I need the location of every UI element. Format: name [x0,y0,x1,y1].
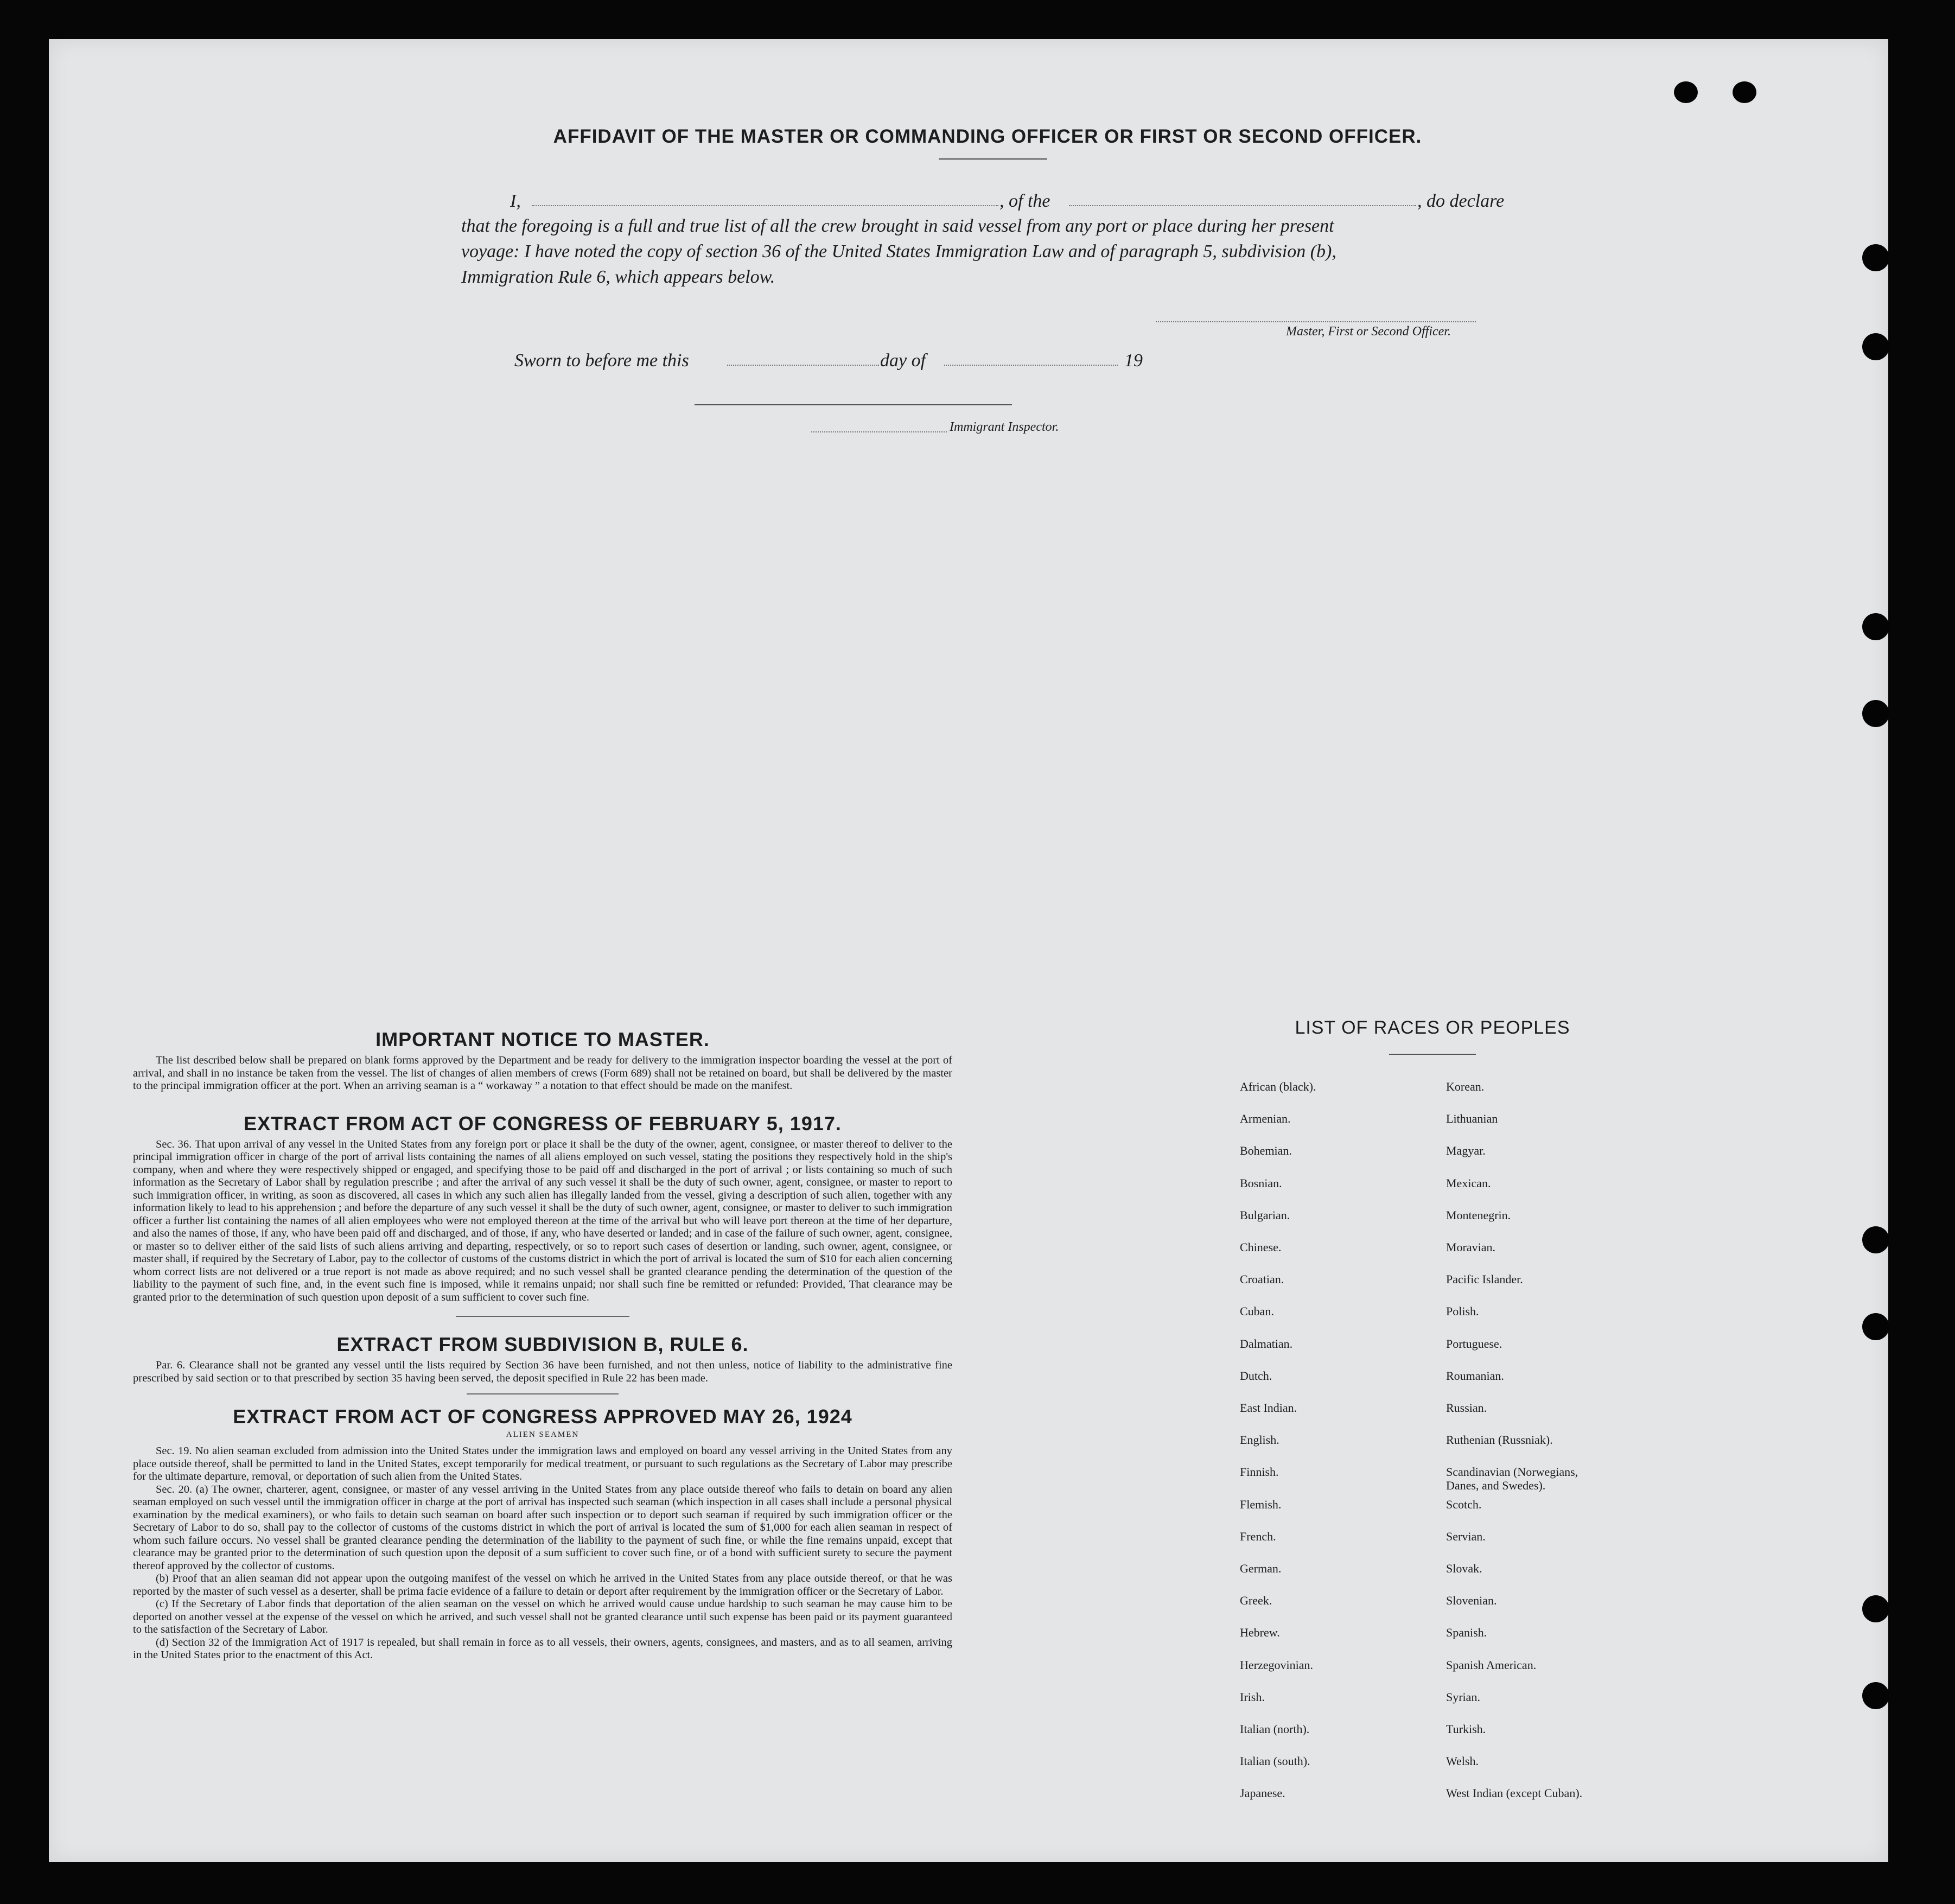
divider-2 [467,1393,619,1394]
sworn-label: Sworn to before me this [514,351,689,371]
race-item: Croatian. [1240,1272,1284,1287]
race-item: Slovenian. [1446,1594,1497,1608]
race-item: Portuguese. [1446,1336,1502,1351]
affidavit-line-2: that the foregoing is a full and true list of all the crew brought in said vessel from any port or place during her present [461,216,1334,236]
race-item: French. [1240,1529,1276,1543]
race-item: Scandinavian (Norwegians, Danes, and Swedes). [1446,1465,1578,1493]
race-item: Greek. [1240,1594,1272,1608]
affidavit-of-the-label: , of the [999,191,1050,211]
inspector-signature-line[interactable] [695,404,1012,405]
race-item: Herzegovinian. [1240,1658,1313,1672]
race-item: Slovak. [1446,1562,1482,1575]
races-title-underline [1389,1054,1476,1055]
day-of-label: day of [880,351,926,371]
signature-blank[interactable] [1156,321,1476,322]
race-item: West Indian (except Cuban). [1446,1786,1583,1800]
punch-hole-2 [1862,333,1889,360]
race-item: Bosnian. [1240,1176,1282,1190]
race-item: Ruthenian (Russniak). [1446,1433,1553,1447]
affidavit-line-4: Immigration Rule 6, which appears below. [461,267,775,287]
punch-hole-3 [1862,613,1889,640]
race-item: Finnish. [1240,1465,1279,1479]
race-item: Roumanian. [1446,1368,1504,1383]
race-item: Dutch. [1240,1368,1272,1383]
race-item: Russian. [1446,1401,1487,1415]
inspector-dotted [811,431,947,432]
sec20c-text: (c) If the Secretary of Labor finds that deportation of the alien seaman on the vessel on which he arrived would cause undue hardship to such seaman he may cause him to be deported on another vessel at the expense of the vessel on which he arrived, and such vessel shall not be granted clearance until such expense has been paid or its payment guaranteed to the satisfaction of the Secretary of Labor. [133,1598,952,1635]
race-item: Welsh. [1446,1754,1479,1768]
race-item: Japanese. [1240,1786,1285,1800]
rule6-text: Par. 6. Clearance shall not be granted any vessel until the lists required by Section 36 have been furnished, and not then unless, notice of liability to the administrative fine prescribed by said section or to that prescribed by section 35 having been served, the deposit specified in Rule 22 has been made. [133,1359,952,1384]
race-item: Cuban. [1240,1304,1274,1319]
race-item: Magyar. [1446,1144,1486,1158]
race-item: Spanish. [1446,1626,1487,1640]
divider-1 [456,1316,629,1317]
affidavit-title: AFFIDAVIT OF THE MASTER OR COMMANDING OFFICER OR FIRST OR SECOND OFFICER. [553,126,1422,147]
race-item: Irish. [1240,1690,1265,1704]
year-prefix: 19 [1124,351,1143,371]
affidavit-do-declare: , do declare [1417,191,1505,211]
race-item: Chinese. [1240,1240,1282,1254]
race-item: Bulgarian. [1240,1208,1290,1222]
punch-hole-1 [1862,244,1889,271]
race-item: Hebrew. [1240,1626,1280,1640]
races-title: LIST OF RACES OR PEOPLES [1295,1017,1570,1038]
sworn-month-blank[interactable] [944,365,1118,366]
affidavit-i-label: I, [510,191,521,211]
race-item: Lithuanian [1446,1112,1498,1126]
sec19-text: Sec. 19. No alien seaman excluded from admission into the United States under the immigration laws and employed on board any vessel arriving in the United States from any place outside thereof, shall be permitted to land in the United States, except temporarily for medical treatment, or pursuant to such regulations as the Secretary of Labor may prescribe for the ultimate departure, removal, or deportation of such alien from the United States. [133,1445,952,1482]
race-item: Polish. [1446,1304,1479,1319]
race-item: Flemish. [1240,1497,1282,1511]
punch-hole-top-2 [1733,81,1756,103]
name-blank[interactable] [532,205,998,206]
race-item: Armenian. [1240,1112,1291,1126]
vessel-blank[interactable] [1069,205,1416,206]
race-item: English. [1240,1433,1279,1447]
legal-column [133,1028,952,1662]
punch-hole-4 [1862,700,1889,727]
alien-seamen-subtitle: ALIEN SEAMEN [506,1430,580,1439]
punch-hole-8 [1862,1682,1889,1709]
extract-1917-title: EXTRACT FROM ACT OF CONGRESS OF FEBRUARY 5, 1917. [244,1112,842,1135]
notice-title: IMPORTANT NOTICE TO MASTER. [375,1028,710,1050]
race-item: Bohemian. [1240,1144,1292,1158]
punch-hole-7 [1862,1595,1889,1622]
race-item: Pacific Islander. [1446,1272,1523,1287]
inspector-label: Immigrant Inspector. [950,420,1059,434]
race-item: Dalmatian. [1240,1336,1293,1351]
sec20a-text: Sec. 20. (a) The owner, charterer, agent, consignee, or master of any vessel arriving in the United States from any place outside thereof who fails to detain on board any alien seaman employed on such vessel until the immigration officer in charge at the port of arrival has inspected such seaman (which inspection in all cases shall include a personal physical examination by the medical examiners), or who fails to detain such seaman on board after such inspection or to deport such seaman if required by such immigration officer or the Secretary of Labor to do so, shall pay to the collector of customs of the customs district in which the port of arrival is located the sum of $1,000 for each alien seaman in respect of whom such failure occurs. No vessel shall be granted clearance pending the determination of the liability to the payment of such fine, or while the fine remains unpaid, except that clearance may be granted prior to the determination of such question upon the deposit of a sum sufficient to cover such fine, or of a bond with sufficient surety to secure the payment thereof approved by the collector of customs. [133,1483,952,1572]
punch-hole-top-1 [1674,81,1698,103]
sec20d-text: (d) Section 32 of the Immigration Act of 1917 is repealed, but shall remain in force as to all vessels, their owners, agents, consignees, and masters, and as to all seamen, arriving in the United States prior to the enactment of this Act. [133,1636,952,1661]
extract-1917-text: Sec. 36. That upon arrival of any vessel in the United States from any foreign port or place it shall be the duty of the owner, agent, consignee, or master thereof to deliver to the principal immigration officer in charge of the port of arrival lists containing the names of all aliens employed on such vessel, stating the positions they respectively hold in the ship's company, when and where they were respectively shipped or engaged, and specifying those to be paid off and discharged in the port of arrival ; or lists containing so much of such information as the Secretary of Labor shall by regulation prescribe ; and after the arrival of any such vessel it shall be the duty of such owner, agent, consignee, or master to report to such immigration officer, in writing, as soon as discovered, all cases in which any such alien has illegally landed from the vessel, giving a description of such alien, together with any information likely to lead to his apprehension ; and before the departure of any such vessel it shall be the duty of such owner, agent, consignee, or master to deliver to such immigration officer a further list containing the names of all alien employees who were not employed thereon at the time of the arrival but who will leave port thereon at the time of her departure, and also the names of those, if any, who have been paid off and discharged, and of those, if any, who have deserted or landed; and in case of the failure of such owner, agent, consignee, or master so to deliver either of the said lists of such aliens arriving and departing, respectively, or so to report such cases of desertion or landing, such owner, agent, consignee, or master shall, if required by the Secretary of Labor, pay to the collector of customs of the customs district in which the port of arrival is located the sum of $10 for each alien concerning whom correct lists are not delivered or a true report is not made as above required; and no such vessel shall be granted clearance pending the determination of the question of the liability to the payment of such fine, and, in the event such fine is imposed, while it remains unpaid; nor shall such fine be remitted or refunded: Provided, That clearance may be granted prior to the determination of such question upon deposit of a sum sufficient to cover such fine. [133,1138,952,1303]
race-item: Mexican. [1446,1176,1491,1190]
extract-1924-title: EXTRACT FROM ACT OF CONGRESS APPROVED MAY 26, 1924 [233,1405,852,1428]
notice-text: The list described below shall be prepared on blank forms approved by the Department and be ready for delivery to the immigration inspector boarding the vessel at the port of arrival, and shall in no instance be taken from the vessel. The list of changes of alien members of crews (Form 689) shall not be retained on board, but shall be delivered by the master to the principal immigration officer at the port. When an arriving seaman is a “ workaway ” a notation to that effect should be made on the manifest. [133,1054,952,1092]
sec20b-text: (b) Proof that an alien seaman did not appear upon the outgoing manifest of the vessel on which he arrived in the United States from any place outside thereof, or that he was reported by the master of such vessel as a deserter, shall be prima facie evidence of a failure to detain or deport after requirement by the immigration officer or the Secretary of Labor. [133,1572,952,1597]
race-item: Scotch. [1446,1497,1482,1511]
race-item: African (black). [1240,1080,1316,1093]
race-item: Montenegrin. [1446,1208,1511,1222]
race-item: Italian (north). [1240,1722,1310,1736]
sworn-day-blank[interactable] [727,365,879,366]
affidavit-line-3: voyage: I have noted the copy of section 36 of the United States Immigration Law and of paragraph 5, subdivision (b), [461,241,1336,262]
race-item: Spanish American. [1446,1658,1537,1672]
title-underline [939,158,1047,160]
signature-label: Master, First or Second Officer. [1286,324,1451,339]
rule6-title: EXTRACT FROM SUBDIVISION B, RULE 6. [336,1333,749,1355]
punch-hole-5 [1862,1226,1889,1253]
race-item: Italian (south). [1240,1754,1310,1768]
race-item: Korean. [1446,1080,1485,1093]
race-item: German. [1240,1562,1282,1575]
race-item: East Indian. [1240,1401,1297,1415]
race-item: Turkish. [1446,1722,1486,1736]
race-item: Syrian. [1446,1690,1480,1704]
race-item: Servian. [1446,1529,1486,1543]
race-item: Moravian. [1446,1240,1496,1254]
punch-hole-6 [1862,1313,1889,1340]
